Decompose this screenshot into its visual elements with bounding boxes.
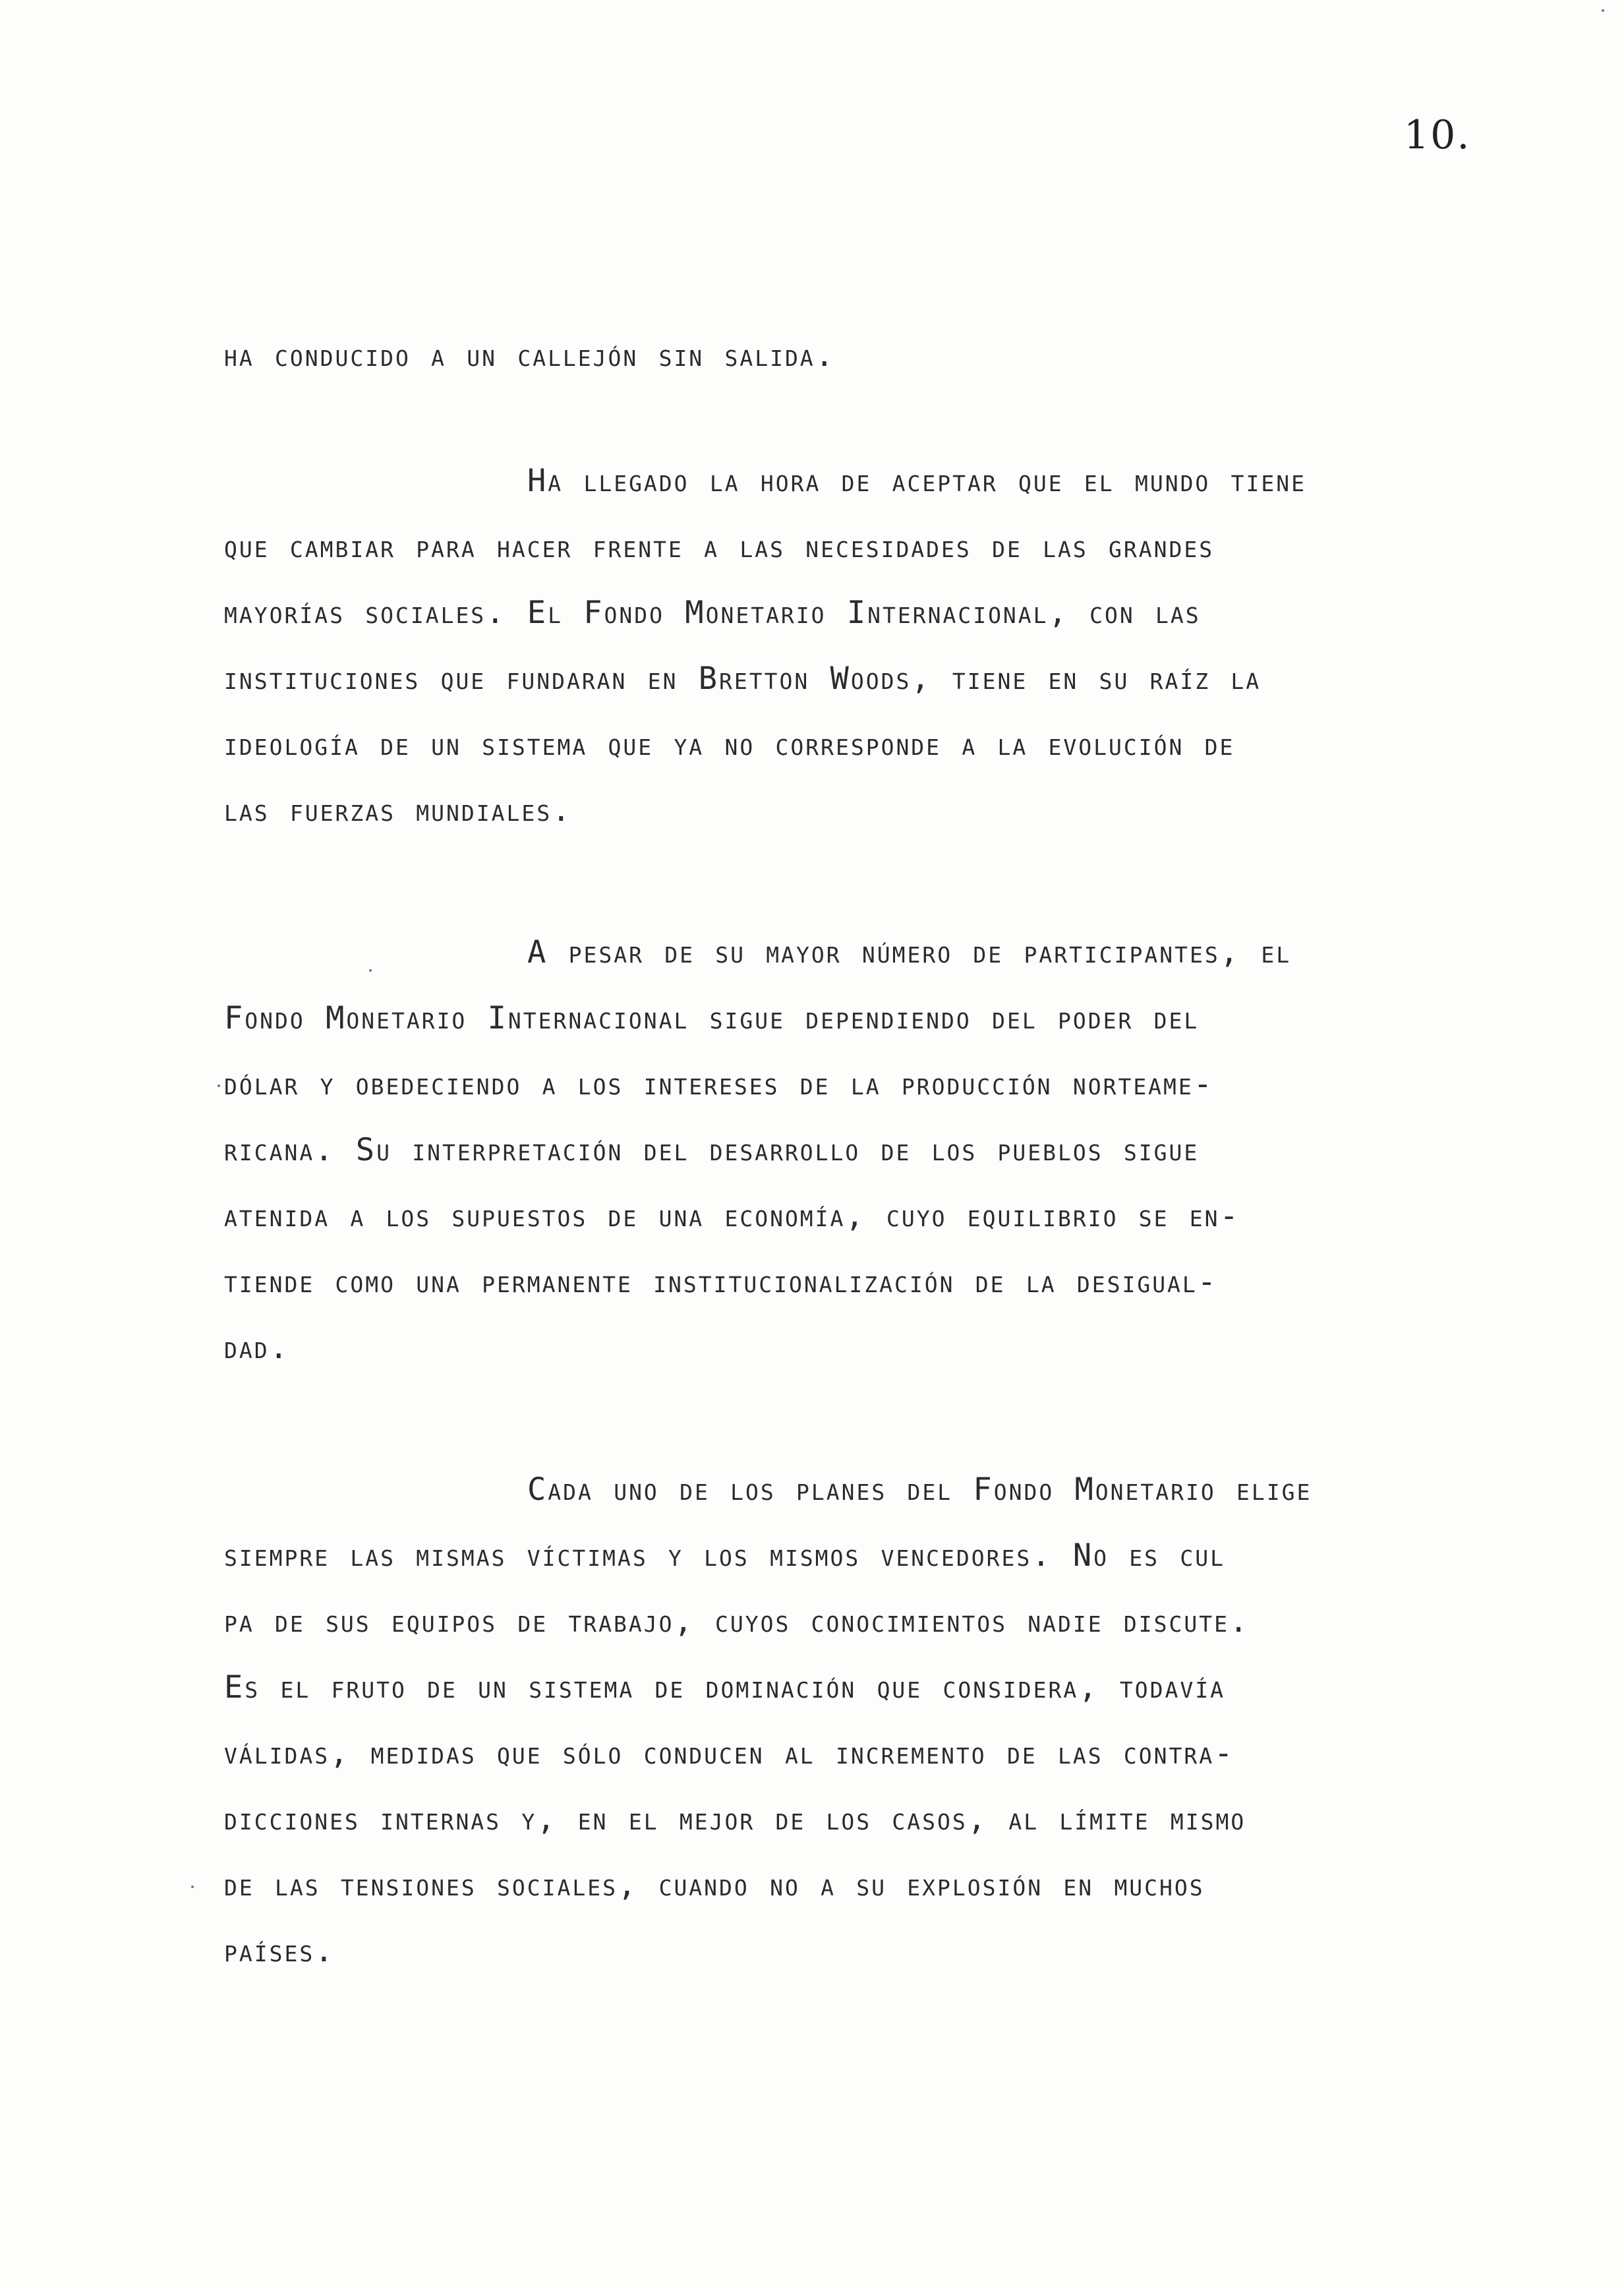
text-line: pa de sus equipos de trabajo, cuyos conocimientos nadie discute. xyxy=(224,1603,1250,1640)
text-line: A pesar de su mayor número de participantes, el xyxy=(527,934,1292,970)
text-line: atenida a los supuestos de una economía, cuyo equilibrio se en- xyxy=(224,1198,1240,1234)
text-line: ideología de un sistema que ya no corresponde a la evolución de xyxy=(224,727,1235,763)
text-line: tiende como una permanente institucionalización de la desigual- xyxy=(224,1264,1219,1300)
text-line: mayorías sociales. El Fondo Monetario Internacional, con las xyxy=(224,595,1201,631)
scan-speck xyxy=(191,1886,194,1888)
text-line: dicciones internas y, en el mejor de los casos, al límite mismo xyxy=(224,1801,1246,1837)
text-line: las fuerzas mundiales. xyxy=(224,792,573,829)
text-line: dólar y obedeciendo a los intereses de la producción norteame- xyxy=(224,1066,1215,1102)
page-number: 10. xyxy=(1404,112,1471,158)
scan-speck xyxy=(1602,9,1604,12)
text-line: ricana. Su interpretación del desarrollo de los pueblos sigue xyxy=(224,1132,1200,1168)
text-line: países. xyxy=(224,1933,335,1969)
text-line: Cada uno de los planes del Fondo Monetario elige xyxy=(527,1472,1312,1508)
text-line: Fondo Monetario Internacional sigue dependiendo del poder del xyxy=(224,1000,1200,1036)
text-line: ha conducido a un callejón sin salida. xyxy=(224,338,836,374)
text-line: Ha llegado la hora de aceptar que el mundo tiene xyxy=(527,463,1306,499)
text-line: válidas, medidas que sólo conducen al incremento de las contra- xyxy=(224,1735,1235,1771)
text-line: que cambiar para hacer frente a las necesidades de las grandes xyxy=(224,529,1215,565)
text-line: instituciones que fundaran en Bretton Woods, tiene en su raíz la xyxy=(224,661,1262,697)
scan-speck xyxy=(369,969,372,972)
scan-speck xyxy=(218,1085,220,1087)
text-line: Es el fruto de un sistema de dominación que considera, todavía xyxy=(224,1669,1225,1706)
text-line: siempre las mismas víctimas y los mismos vencedores. No es cul xyxy=(224,1537,1225,1574)
text-line: dad. xyxy=(224,1330,290,1366)
text-line: de las tensiones sociales, cuando no a su explosión en muchos xyxy=(224,1867,1205,1903)
